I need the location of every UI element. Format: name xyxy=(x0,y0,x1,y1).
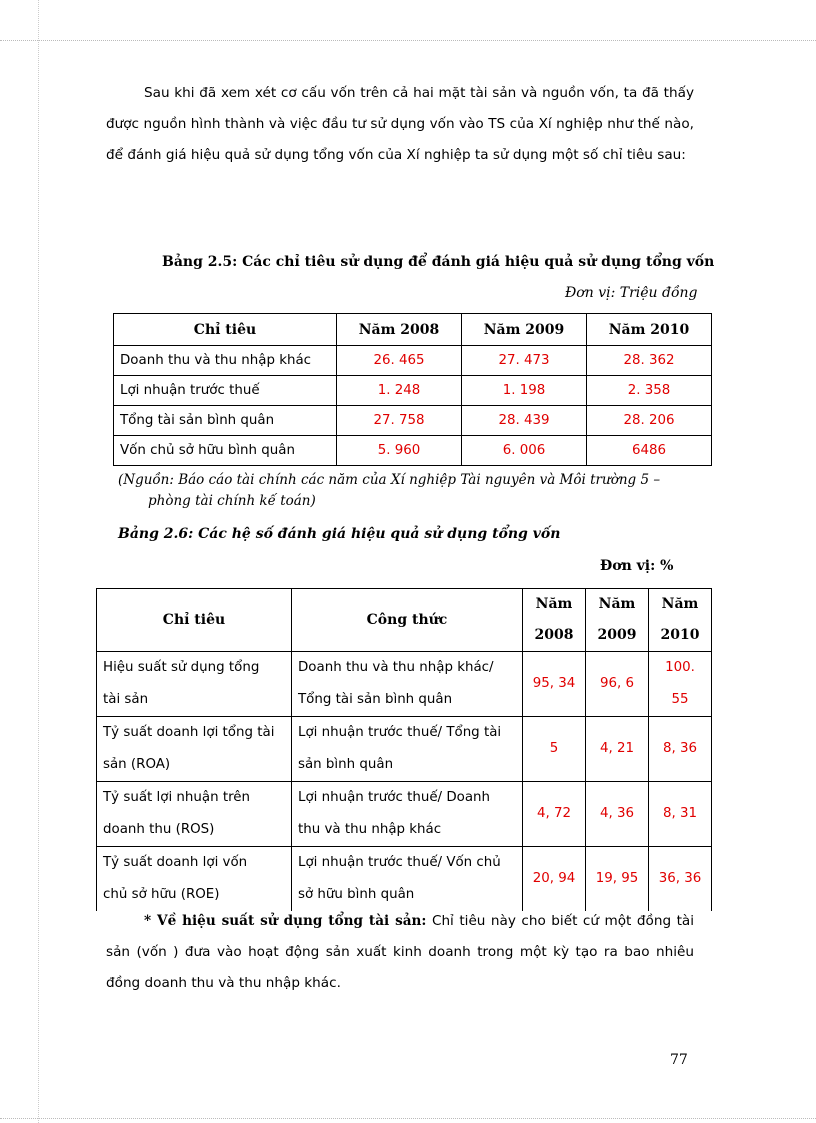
row-formula-line2: sản bình quân xyxy=(298,757,394,772)
row-formula xyxy=(292,717,523,782)
page-edge-bottom xyxy=(0,1118,816,1119)
table-row xyxy=(97,782,712,847)
header-2008 xyxy=(523,589,586,652)
value-2008: 5 xyxy=(523,717,586,782)
capital-indicators-table xyxy=(113,313,712,466)
row-formula-line1: Lợi nhuận trước thuế/ Vốn chủ xyxy=(298,855,501,870)
value-2010: 6486 xyxy=(587,436,712,466)
header-2008-line2: 2008 xyxy=(534,627,574,643)
row-label-line2: doanh thu (ROS) xyxy=(103,822,215,837)
value-2008: 1. 248 xyxy=(337,376,462,406)
row-formula-line1: Doanh thu và thu nhập khác/ xyxy=(298,660,494,675)
table1-unit: Đơn vị: Triệu đồng xyxy=(565,285,698,301)
conclusion-lead: * Về hiệu suất sử dụng tổng tài sản: xyxy=(144,913,427,929)
header-2008-line1: Năm xyxy=(535,596,573,612)
page-number: 77 xyxy=(670,1052,688,1068)
source-line-1: (Nguồn: Báo cáo tài chính các năm của Xí nghiệp Tài nguyên và Môi trường 5 – xyxy=(118,472,661,488)
header-indicator: Chỉ tiêu xyxy=(97,589,292,652)
table-header-row xyxy=(97,589,712,652)
value-2010: 8, 31 xyxy=(649,782,712,847)
intro-paragraph xyxy=(106,78,694,171)
table-row xyxy=(97,847,712,912)
header-2008: Năm 2008 xyxy=(337,314,462,346)
value-2009: 28. 439 xyxy=(462,406,587,436)
value-2010: 8, 36 xyxy=(649,717,712,782)
table-row xyxy=(97,717,712,782)
row-label-line1: Tỷ suất doanh lợi tổng tài xyxy=(103,725,275,740)
row-label-line1: Tỷ suất lợi nhuận trên xyxy=(103,790,251,805)
row-label xyxy=(97,847,292,912)
row-formula xyxy=(292,652,523,717)
table-row xyxy=(97,652,712,717)
value-2010 xyxy=(649,652,712,717)
value-2009: 27. 473 xyxy=(462,346,587,376)
header-2009-line1: Năm xyxy=(598,596,636,612)
header-indicator: Chỉ tiêu xyxy=(114,314,337,346)
value-2010: 2. 358 xyxy=(587,376,712,406)
row-label-line1: Tỷ suất doanh lợi vốn xyxy=(103,855,248,870)
value-2009: 4, 21 xyxy=(586,717,649,782)
header-2010 xyxy=(649,589,712,652)
value-2009: 96, 6 xyxy=(586,652,649,717)
row-formula-line2: thu và thu nhập khác xyxy=(298,822,442,837)
row-label: Lợi nhuận trước thuế xyxy=(114,376,337,406)
table-row xyxy=(114,376,712,406)
value-2008: 5. 960 xyxy=(337,436,462,466)
value-2009: 4, 36 xyxy=(586,782,649,847)
value-2009: 6. 006 xyxy=(462,436,587,466)
value-2008: 27. 758 xyxy=(337,406,462,436)
value-2009: 1. 198 xyxy=(462,376,587,406)
row-label-line2: sản (ROA) xyxy=(103,757,171,772)
row-label: Doanh thu và thu nhập khác xyxy=(114,346,337,376)
row-formula xyxy=(292,847,523,912)
header-2010-line1: Năm xyxy=(661,596,699,612)
row-formula-line2: sở hữu bình quân xyxy=(298,887,415,902)
row-label-line2: tài sản xyxy=(103,692,149,707)
row-formula xyxy=(292,782,523,847)
value-2010: 28. 362 xyxy=(587,346,712,376)
table-row xyxy=(114,436,712,466)
value-2010: 28. 206 xyxy=(587,406,712,436)
header-2010-line2: 2010 xyxy=(660,627,700,643)
table-row xyxy=(114,406,712,436)
table1-source xyxy=(118,470,698,512)
table-header-row xyxy=(114,314,712,346)
row-label xyxy=(97,717,292,782)
intro-text: Sau khi đã xem xét cơ cấu vốn trên cả hai mặt tài sản và nguồn vốn, ta đã thấy được nguồn hình thành và việc đầu tư sử dụng vốn vào TS của Xí nghiệp như thế nào, để đánh giá hiệu quả sử dụng tổng vốn của Xí nghiệp ta sử dụng một số chỉ tiêu sau: xyxy=(106,85,694,163)
row-label-line2: chủ sở hữu (ROE) xyxy=(103,887,220,902)
row-formula-line2: Tổng tài sản bình quân xyxy=(298,692,453,707)
value-2010-line2: 55 xyxy=(671,692,689,707)
row-formula-line1: Lợi nhuận trước thuế/ Tổng tài xyxy=(298,725,502,740)
page-edge-left xyxy=(38,0,39,1123)
table2-caption: Bảng 2.6: Các hệ số đánh giá hiệu quả sử dụng tổng vốn xyxy=(118,526,561,542)
capital-ratios-table xyxy=(96,588,712,911)
value-2008: 4, 72 xyxy=(523,782,586,847)
value-2008: 95, 34 xyxy=(523,652,586,717)
conclusion-paragraph xyxy=(106,906,694,999)
value-2009: 19, 95 xyxy=(586,847,649,912)
row-formula-line1: Lợi nhuận trước thuế/ Doanh xyxy=(298,790,491,805)
row-label: Vốn chủ sở hữu bình quân xyxy=(114,436,337,466)
source-line-2: phòng tài chính kế toán) xyxy=(148,493,316,509)
header-2009: Năm 2009 xyxy=(462,314,587,346)
header-2010: Năm 2010 xyxy=(587,314,712,346)
table2-unit: Đơn vị: % xyxy=(600,558,674,574)
value-2008: 20, 94 xyxy=(523,847,586,912)
row-label: Tổng tài sản bình quân xyxy=(114,406,337,436)
value-2008: 26. 465 xyxy=(337,346,462,376)
header-2009 xyxy=(586,589,649,652)
page-edge-top xyxy=(0,40,816,41)
row-label xyxy=(97,782,292,847)
row-label-line1: Hiệu suất sử dụng tổng xyxy=(103,660,260,675)
value-2010: 36, 36 xyxy=(649,847,712,912)
conclusion-text: Chỉ tiêu này cho biết cứ một đồng tài sản (vốn ) đưa vào hoạt động sản xuất kinh doanh trong một kỳ tạo ra bao nhiêu đồng doanh thu và thu nhập khác. xyxy=(106,913,695,991)
header-2009-line2: 2009 xyxy=(597,627,637,643)
value-2010-line1: 100. xyxy=(665,660,695,675)
header-formula: Công thức xyxy=(292,589,523,652)
table1-caption: Bảng 2.5: Các chỉ tiêu sử dụng để đánh giá hiệu quả sử dụng tổng vốn xyxy=(162,254,715,270)
row-label xyxy=(97,652,292,717)
table-row xyxy=(114,346,712,376)
